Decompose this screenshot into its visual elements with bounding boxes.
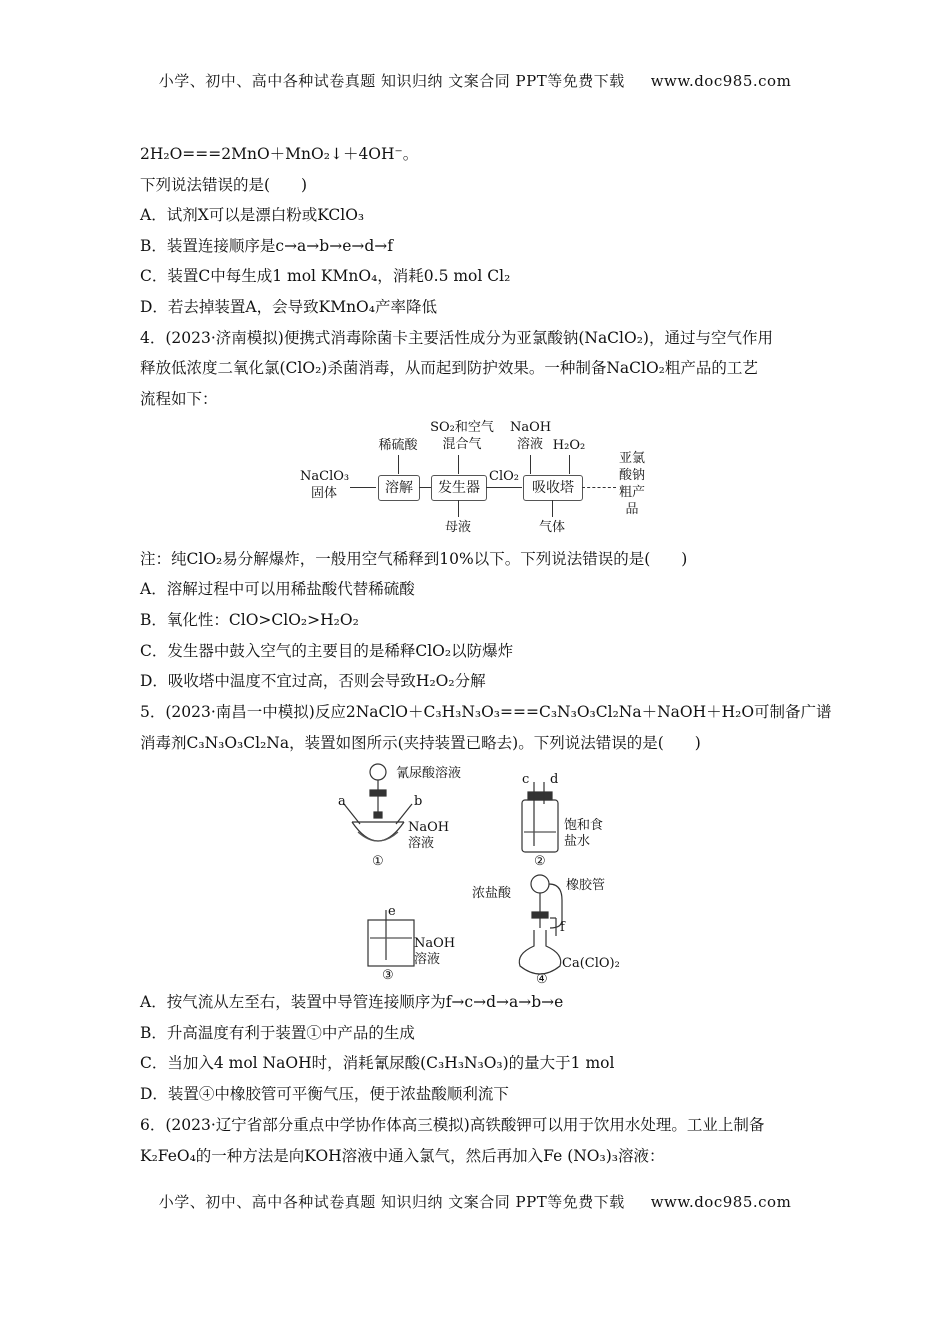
q4-stem-line1: 4．(2023·济南模拟)便携式消毒除菌卡主要活性成分为亚氯酸钠(NaClO₂)，通过与空气作用 (140, 329, 773, 347)
flow-reagent-h2o2: H₂O₂ (552, 438, 586, 453)
q4-option-c: C．发生器中鼓入空气的主要目的是稀释ClO₂以防爆炸 (140, 642, 514, 660)
flow-arrow (350, 487, 376, 488)
beaker-icon (368, 920, 414, 966)
flow-reagent-acid: 稀硫酸 (378, 438, 418, 453)
q6-stem-line2: K₂FeO₄的一种方法是向KOH溶液中通入氯气，然后再加入Fe (NO₃)₃溶液： (140, 1147, 665, 1165)
apparatus4-port-f: f (560, 920, 565, 935)
q5-stem-line1: 5．(2023·南昌一中模拟)反应2NaClO＋C₃H₃N₃O₃===C₃N₃O₃Cl₂Na＋NaOH＋H₂O可制备广谱 (140, 703, 832, 721)
q3-equation-tail: 2H₂O===2MnO＋MnO₂↓＋4OH⁻。 (140, 145, 419, 163)
flow-input: NaClO₃固体 (300, 469, 350, 501)
flow-arrow (530, 455, 531, 474)
q3-option-c: C．装置C中每生成1 mol KMnO₄，消耗0.5 mol Cl₂ (140, 267, 511, 285)
flow-arrow (486, 487, 522, 488)
process-flowchart (290, 412, 670, 537)
apparatus1-port-b: b (414, 794, 423, 809)
apparatus3-number: ③ (382, 968, 394, 983)
q6-stem-line1: 6．(2023·辽宁省部分重点中学协作体高三模拟)高铁酸钾可以用于饮用水处理。工业上制备 (140, 1116, 765, 1134)
header-text: 小学、初中、高中各种试卷真题 知识归纳 文案合同 PPT等免费下载 (158, 72, 625, 90)
three-neck-flask-icon (352, 822, 404, 841)
apparatus3-port-e: e (388, 904, 396, 919)
q5-option-c: C．当加入4 mol NaOH时，消耗氰尿酸(C₃H₃N₃O₃)的量大于1 mol (140, 1054, 615, 1072)
apparatus1-number: ① (372, 854, 384, 869)
flow-box-absorber: 吸收塔 (523, 475, 583, 501)
q4-note: 注：纯ClO₂易分解爆炸，一般用空气稀释到10%以下。下列说法错误的是( ) (140, 550, 688, 568)
funnel-globe-icon (531, 875, 549, 893)
footer-text: 小学、初中、高中各种试卷真题 知识归纳 文案合同 PPT等免费下载 (158, 1193, 625, 1211)
round-flask-icon (519, 930, 560, 974)
page-footer (0, 1191, 950, 1212)
q5-option-a: A．按气流从左至右，装置中导管连接顺序为f→c→d→a→b→e (140, 993, 564, 1011)
q5-option-b: B．升高温度有利于装置①中产品的生成 (140, 1024, 415, 1042)
apparatus4-tube-label: 橡胶管 (566, 878, 606, 893)
flow-output-gas: 气体 (538, 520, 565, 535)
q5-stem-line2: 消毒剂C₃N₃O₃Cl₂Na，装置如图所示(夹持装置已略去)。下列说法错误的是( ) (140, 734, 701, 752)
q4-option-d: D．吸收塔中温度不宜过高，否则会导致H₂O₂分解 (140, 672, 486, 690)
flow-arrow (419, 487, 431, 488)
apparatus2-number: ② (534, 854, 546, 869)
apparatus2-label: 饱和食盐水 (564, 818, 604, 849)
flow-mid-gas: ClO₂ (489, 469, 519, 484)
flow-arrow (398, 455, 399, 474)
flow-arrow (582, 487, 616, 488)
q3-option-d: D．若去掉装置A，会导致KMnO₄产率降低 (140, 298, 437, 316)
apparatus4-solid-label: Ca(ClO)₂ (562, 956, 620, 971)
apparatus-figure (330, 760, 630, 990)
flow-box-dissolve: 溶解 (378, 475, 420, 501)
flow-arrow (552, 500, 553, 517)
apparatus2-port-d: d (550, 772, 559, 787)
q4-option-b: B．氧化性：ClO>ClO₂>H₂O₂ (140, 611, 359, 629)
apparatus2-port-c: c (522, 772, 530, 787)
apparatus1-port-a: a (338, 794, 346, 809)
q3-option-b: B．装置连接顺序是c→a→b→e→d→f (140, 237, 394, 255)
apparatus4-number: ④ (536, 972, 548, 987)
q3-stem: 下列说法错误的是( ) (140, 176, 308, 194)
apparatus4-acid-label: 浓盐酸 (472, 886, 512, 901)
q3-option-a: A．试剂X可以是漂白粉或KClO₃ (140, 206, 365, 224)
gas-washing-bottle-icon (522, 800, 558, 852)
header-url[interactable]: www.doc985.com (650, 72, 792, 90)
apparatus3-label: NaOH溶液 (414, 936, 456, 967)
q4-stem-line3: 流程如下： (140, 390, 218, 408)
q5-option-d: D．装置④中橡胶管可平衡气压，便于浓盐酸顺利流下 (140, 1085, 509, 1103)
flow-reagent-naoh: NaOH溶液 (510, 420, 552, 452)
footer-url[interactable]: www.doc985.com (650, 1193, 792, 1211)
flow-arrow (569, 455, 570, 474)
apparatus1-solution-label: NaOH溶液 (408, 820, 450, 851)
flow-output-liquor: 母液 (444, 520, 471, 535)
flow-box-generator: 发生器 (431, 475, 487, 501)
page-header (0, 70, 950, 91)
q4-option-a: A．溶解过程中可以用稀盐酸代替稀硫酸 (140, 580, 415, 598)
flow-reagent-gas: SO₂和空气混合气 (430, 420, 494, 452)
q4-stem-line2: 释放低浓度二氧化氯(ClO₂)杀菌消毒，从而起到防护效果。一种制备NaClO₂粗产品的工艺 (140, 359, 758, 377)
flow-arrow (458, 455, 459, 474)
separatory-funnel-icon (370, 764, 386, 780)
apparatus1-funnel-label: 氰尿酸溶液 (396, 766, 462, 781)
flow-arrow (458, 500, 459, 517)
flow-product: 亚氯酸钠粗产品 (618, 451, 645, 517)
